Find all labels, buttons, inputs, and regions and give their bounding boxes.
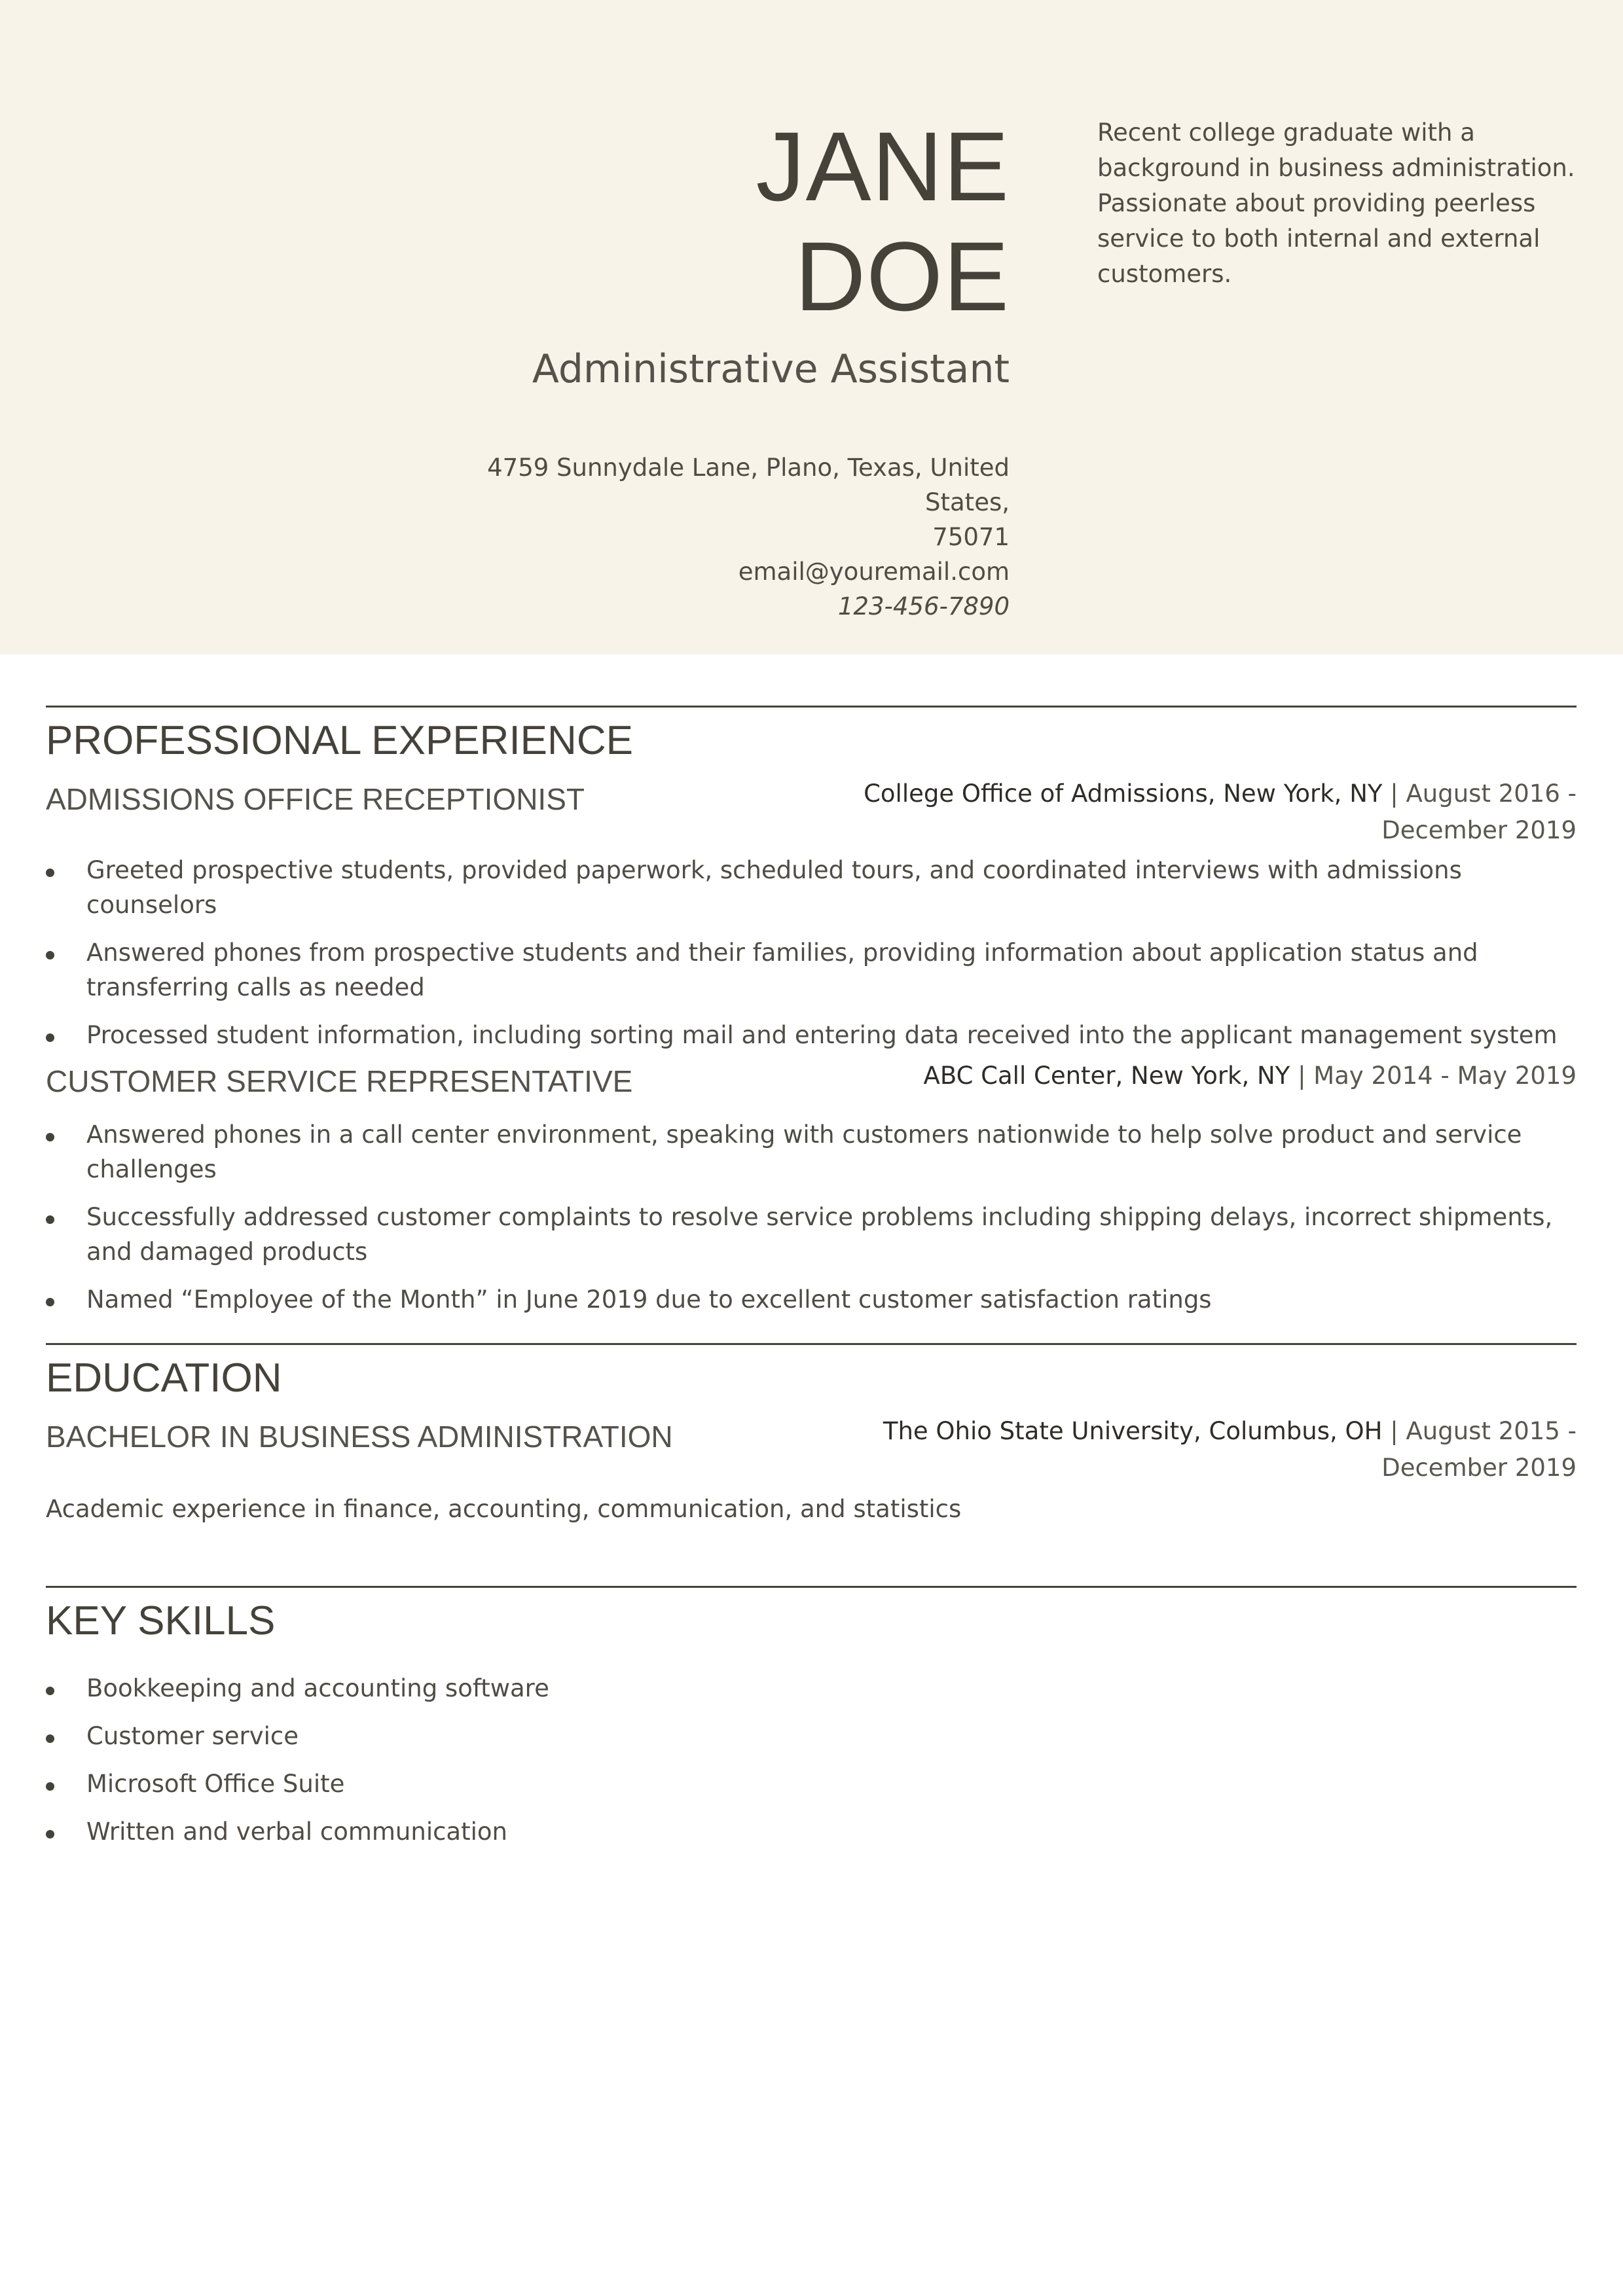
degree: BACHELOR IN BUSINESS ADMINISTRATION bbox=[46, 1420, 673, 1454]
first-name: JANE bbox=[756, 111, 1010, 221]
skills-section bbox=[46, 1586, 1577, 1846]
job-dates: | May 2014 - May 2019 bbox=[1298, 1062, 1577, 1090]
contact-info bbox=[420, 450, 1010, 624]
bullet-icon bbox=[46, 869, 54, 877]
list-item: Bookkeeping and accounting software bbox=[46, 1671, 1577, 1706]
school: The Ohio State University, Columbus, OH bbox=[883, 1417, 1383, 1445]
bullet-icon bbox=[46, 1215, 54, 1224]
bullet-icon bbox=[46, 1298, 54, 1306]
candidate-name bbox=[756, 111, 1010, 331]
bullet-icon bbox=[46, 1734, 54, 1743]
education-meta bbox=[791, 1413, 1577, 1486]
list-item: Customer service bbox=[46, 1719, 1577, 1753]
address-line-2: 75071 bbox=[932, 523, 1010, 551]
section-divider bbox=[46, 706, 1577, 708]
summary: Recent college graduate with a background in business administration. Passionate about providing peerless service to both internal and external customers. bbox=[1097, 118, 1575, 288]
job-bullets bbox=[46, 853, 1577, 1066]
phone[interactable]: 123-456-7890 bbox=[837, 592, 1010, 620]
bullet-icon bbox=[46, 1830, 54, 1839]
list-item: Named “Employee of the Month” in June 2019 due to excellent customer satisfaction ratings bbox=[46, 1282, 1577, 1317]
bullet-icon bbox=[46, 951, 54, 960]
job-meta bbox=[791, 776, 1577, 849]
section-divider bbox=[46, 1343, 1577, 1345]
section-title: KEY SKILLS bbox=[46, 1598, 276, 1643]
education-dates: | August 2015 - December 2019 bbox=[1381, 1417, 1577, 1482]
job-bullets bbox=[46, 1117, 1577, 1330]
employer: ABC Call Center, New York, NY bbox=[923, 1062, 1290, 1090]
section-title: EDUCATION bbox=[46, 1355, 282, 1401]
list-item: Microsoft Office Suite bbox=[46, 1767, 1577, 1801]
bullet-icon bbox=[46, 1133, 54, 1141]
bullet-icon bbox=[46, 1033, 54, 1042]
job-title: ADMISSIONS OFFICE RECEPTIONIST bbox=[46, 782, 585, 816]
bullet-icon bbox=[46, 1782, 54, 1791]
list-item: Written and verbal communication bbox=[46, 1814, 1577, 1849]
email[interactable]: email@youremail.com bbox=[738, 558, 1010, 586]
section-title: PROFESSIONAL EXPERIENCE bbox=[46, 718, 633, 763]
last-name: DOE bbox=[794, 221, 1010, 331]
list-item: Greeted prospective students, provided paperwork, scheduled tours, and coordinated interviews with admissions counselors bbox=[46, 853, 1577, 922]
skills-list bbox=[46, 1671, 1577, 1862]
list-item: Answered phones from prospective students and their families, providing information about application status and transferring calls as needed bbox=[46, 935, 1577, 1005]
education-section bbox=[46, 1343, 1577, 1523]
list-item: Answered phones in a call center environment, speaking with customers nationwide to help solve product and service challenges bbox=[46, 1117, 1577, 1187]
bullet-icon bbox=[46, 1687, 54, 1695]
experience-section bbox=[46, 706, 1577, 1314]
address-line-1: 4759 Sunnydale Lane, Plano, Texas, United States, bbox=[487, 454, 1010, 516]
job-title: Administrative Assistant bbox=[532, 346, 1010, 392]
list-item: Processed student information, including sorting mail and entering data received into the applicant management system bbox=[46, 1018, 1577, 1052]
employer: College Office of Admissions, New York, NY bbox=[864, 780, 1383, 808]
job-dates: | August 2016 - December 2019 bbox=[1381, 780, 1577, 844]
job-meta bbox=[791, 1058, 1577, 1094]
list-item: Successfully addressed customer complaints to resolve service problems including shipping delays, incorrect shipments, and damaged products bbox=[46, 1200, 1577, 1269]
resume-header bbox=[0, 0, 1623, 655]
section-divider bbox=[46, 1586, 1577, 1588]
education-description: Academic experience in finance, accounting, communication, and statistics bbox=[46, 1495, 962, 1523]
job-title: CUSTOMER SERVICE REPRESENTATIVE bbox=[46, 1064, 633, 1098]
